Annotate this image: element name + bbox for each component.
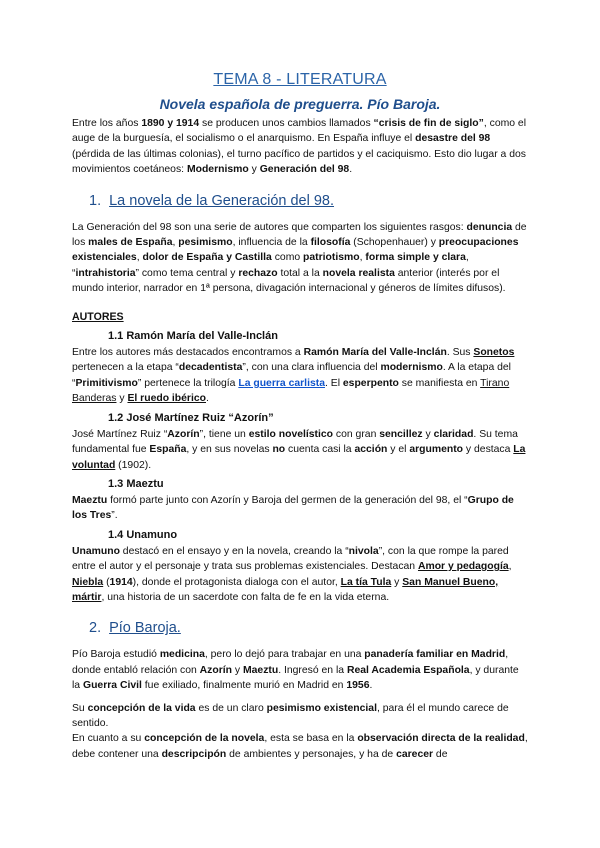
bold-run: medicina [159, 649, 205, 661]
text-run: En cuanto a su [72, 733, 145, 745]
author-2-paragraph [72, 427, 528, 473]
bold-run: panadería familiar en Madrid [364, 649, 506, 661]
bold-run: concepción de la novela [144, 733, 265, 745]
text-run: ” como tema central y [135, 267, 239, 279]
text-run: . El [324, 377, 343, 389]
text-run: , [508, 561, 512, 573]
section-1-heading [72, 191, 528, 211]
bold-run: modernismo [380, 362, 443, 374]
text-run: Tirano Banderas [72, 377, 510, 405]
doc-title: TEMA 8 - LITERATURA [213, 71, 387, 88]
text-run: anterior (interés por el mundo interior, narrador en 1ª persona, divagación internacional y géneros de límites difusos). [72, 267, 506, 295]
bold-run: desastre del 98 [415, 133, 491, 145]
text-run: y [116, 393, 128, 405]
bold-run: esperpento [342, 377, 399, 389]
text-run: Entre los autores más destacados encontramos a [72, 347, 304, 359]
bold-run: decadentista [178, 362, 243, 374]
bold-run: Azorín [167, 428, 200, 440]
text-run: ”, con una clara influencia del [242, 362, 381, 374]
text-run: fue exiliado, finalmente murió en Madrid en [141, 680, 347, 692]
author-3-heading: 1.3 Maeztu [108, 477, 164, 490]
text-run: como [271, 252, 304, 264]
section-1-number: 1. [89, 192, 102, 209]
bold-run: Modernismo [186, 164, 249, 176]
bold-run: 1956 [346, 680, 370, 692]
text-run: se producen unos cambios llamados [199, 118, 374, 129]
text-run: de los [72, 221, 527, 249]
text-run: ( [103, 576, 110, 588]
text-run: y [232, 664, 243, 676]
text-run: , donde entabló relación con [72, 649, 509, 676]
text-run: formó parte junto con Azorín y Baroja del germen de la generación del 98, el “ [107, 494, 468, 506]
baroja-paragraph-1 [72, 647, 528, 693]
bold-run: argumento [409, 444, 464, 456]
bold-run: denuncia [466, 221, 513, 233]
text-run: ”, tiene un [199, 428, 249, 440]
bold-run: patriotismo [303, 252, 360, 264]
bold-run: El ruedo ibérico [127, 393, 206, 405]
text-run: , esta se basa en la [264, 733, 358, 745]
section-1-paragraph [72, 220, 528, 297]
text-run: Entre los años [72, 118, 142, 129]
text-run: y el [387, 444, 410, 456]
text-run: . [349, 164, 353, 176]
text-run: es de un claro [195, 702, 267, 714]
intro-paragraph [72, 116, 528, 178]
text-run: destacó en el ensayo y en la novela, creando la “ [119, 545, 349, 557]
text-run: y [422, 428, 434, 440]
text-run: , pero lo dejó para trabajar en una [204, 649, 365, 661]
bold-run: Guerra Civil [82, 680, 142, 692]
text-run: de [433, 748, 448, 760]
text-run: , y en sus novelas [186, 444, 273, 456]
bold-run: carecer [396, 748, 434, 760]
bold-run: Unamuno [72, 545, 120, 557]
text-run: , influencia de la [232, 237, 311, 249]
text-run: Pío Baroja estudió [72, 649, 160, 661]
bold-run: 1890 y 1914 [141, 118, 200, 129]
author-4-heading: 1.4 Unamuno [108, 528, 178, 541]
bold-run: “crisis de fin de siglo” [373, 118, 484, 129]
bold-run: descripcipón [161, 748, 227, 760]
bold-run: observación directa de la realidad [357, 733, 525, 745]
text-run: . [369, 680, 373, 692]
text-run: . A la etapa del “ [72, 362, 511, 389]
section-2-title: Pío Baroja. [109, 620, 181, 637]
bold-run: Generación del 98 [259, 164, 350, 176]
text-run: . Su tema fundamental fue [72, 428, 518, 456]
text-run: Su [72, 702, 88, 714]
bold-run: 1914 [109, 576, 133, 588]
bold-run: Maeztu [72, 494, 108, 506]
bold-run: filosofía [310, 237, 351, 249]
bold-run: Amor y pedagogía [417, 561, 509, 573]
text-run: y [391, 576, 403, 588]
text-run: . [206, 393, 209, 405]
bold-run: pesimismo [178, 237, 233, 249]
text-run: ”. [111, 510, 118, 522]
text-run: total a la [277, 267, 323, 279]
text-run: ” pertenece la trilogía [137, 377, 239, 389]
bold-run: sencillez [379, 428, 423, 440]
text-run: . Sus [446, 347, 474, 359]
bold-run: dolor de España y Castilla [142, 252, 272, 264]
text-run: (1902). [115, 459, 152, 471]
text-run: , como el auge de la burguesía, el socialismo o el anarquismo. En España influye el [72, 118, 526, 145]
baroja-paragraph-2 [72, 701, 528, 732]
text-run: y destaca [463, 444, 514, 456]
text-run: , [136, 252, 143, 264]
bold-run: acción [354, 444, 388, 456]
section-2-number: 2. [89, 620, 102, 637]
bold-run: España [149, 444, 187, 456]
text-run: . Ingresó en la [278, 664, 347, 676]
bold-run: La voluntad [72, 444, 526, 471]
text-run: (pérdida de las últimas colonias), el turno pacífico de partidos y el caciquismo. Esto dio lugar a dos movimientos coetáneos: [72, 148, 526, 176]
authors-heading: AUTORES [72, 310, 124, 323]
bold-run: Ramón María del Valle-Inclán [303, 347, 447, 359]
author-4-paragraph [72, 544, 528, 606]
bold-run: Sonetos [473, 347, 515, 359]
section-2-heading [72, 618, 528, 638]
bold-run: Grupo de los Tres [72, 494, 514, 522]
bold-run: concepción de la vida [87, 702, 196, 714]
text-run: , [359, 252, 366, 264]
author-1-paragraph [72, 345, 528, 407]
text-run: de ambientes y personajes, y ha de [226, 748, 397, 760]
bold-run: males de España [88, 237, 173, 249]
bold-run: rechazo [238, 267, 278, 279]
bold-run: nivola [348, 545, 379, 557]
bold-run: Real Academia Española [346, 664, 470, 676]
author-2-heading: 1.2 José Martínez Ruiz “Azorín” [108, 411, 274, 424]
author-1-heading: 1.1 Ramón María del Valle-Inclán [108, 330, 278, 343]
text-run: se manifiesta en [398, 377, 481, 389]
bold-run: Azorín [199, 664, 232, 676]
text-run: ”, con la que rompe la pared entre el autor y el personaje y trata sus problemas existenciales. Destacan [72, 545, 509, 573]
bold-run: novela realista [322, 267, 395, 279]
text-run: José Martínez Ruiz “ [72, 428, 168, 440]
text-run: , para él el mundo carece de sentido. [72, 702, 509, 729]
text-run: La Generación del 98 son una serie de autores que comparten los siguientes rasgos: [72, 221, 467, 233]
text-run: con gran [333, 428, 380, 440]
bold-run: estilo novelístico [248, 428, 334, 440]
text-run: cuenta casi la [285, 444, 355, 456]
bold-run: Maeztu [242, 664, 279, 676]
text-run: y [248, 164, 260, 176]
text-run: , “ [72, 252, 469, 279]
text-link[interactable]: La guerra carlista [238, 377, 325, 389]
bold-run: pesimismo existencial [266, 702, 377, 714]
text-run: , [172, 237, 179, 249]
bold-run: Primitivismo [75, 377, 138, 389]
bold-run: intrahistoria [75, 267, 136, 279]
section-1-title: La novela de la Generación del 98. [109, 192, 335, 209]
text-run: , una historia de un sacerdote con falta de fe en la vida eterna. [101, 591, 390, 603]
bold-run: San Manuel Bueno, mártir [72, 576, 499, 603]
text-run: , debe contener una [72, 733, 528, 760]
text-run: ), donde el protagonista dialoga con el autor, [132, 576, 341, 588]
bold-run: forma simple y clara [365, 252, 466, 264]
author-3-paragraph [72, 493, 528, 524]
bold-run: La tía Tula [340, 576, 392, 588]
text-run: , y durante la [72, 664, 519, 692]
text-run: pertenecen a la etapa “ [72, 362, 179, 374]
baroja-paragraph-3 [72, 731, 528, 762]
bold-run: claridad [433, 428, 474, 440]
bold-run: Niebla [72, 576, 104, 588]
doc-subtitle: Novela española de preguerra. Pío Baroja. [159, 96, 441, 112]
bold-run: preocupaciones existenciales [72, 237, 519, 264]
text-run: (Schopenhauer) y [350, 237, 439, 249]
bold-run: no [272, 444, 286, 456]
